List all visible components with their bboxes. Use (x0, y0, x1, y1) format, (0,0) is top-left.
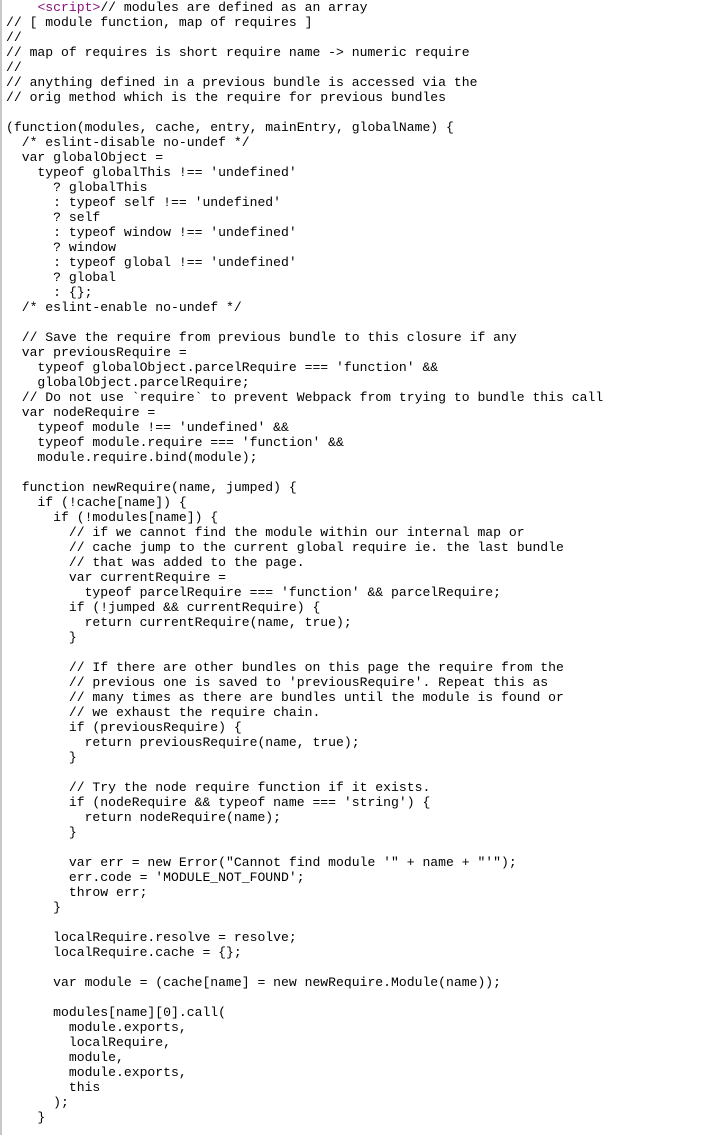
source-line: } (6, 750, 77, 765)
source-line: localRequire, (6, 1035, 172, 1050)
source-line: globalObject.parcelRequire; (6, 375, 250, 390)
source-line (6, 915, 603, 930)
source-line: typeof parcelRequire === 'function' && parcelRequire; (6, 585, 502, 600)
source-line: module, (6, 1050, 124, 1065)
source-line: var nodeRequire = (6, 405, 156, 420)
source-line: if (!jumped && currentRequire) { (6, 600, 321, 615)
source-line: var globalObject = (6, 150, 164, 165)
source-line: // that was added to the page. (6, 555, 305, 570)
source-line: // map of requires is short require name -> numeric require (6, 45, 470, 60)
source-line: typeof globalThis !== 'undefined' (6, 165, 297, 180)
source-line: // (6, 30, 22, 45)
source-line: var currentRequire = (6, 570, 227, 585)
source-line: // anything defined in a previous bundle is accessed via the (6, 75, 478, 90)
source-line (6, 465, 603, 480)
line-indent (6, 0, 37, 15)
source-line: throw err; (6, 885, 148, 900)
source-line: typeof globalObject.parcelRequire === 'function' && (6, 360, 439, 375)
source-line: } (6, 825, 77, 840)
source-line: ? window (6, 240, 117, 255)
source-line (6, 960, 603, 975)
source-line: ? globalThis (6, 180, 148, 195)
source-line: // orig method which is the require for previous bundles (6, 90, 447, 105)
source-line: // [ module function, map of requires ] (6, 15, 313, 30)
source-line: : typeof self !== 'undefined' (6, 195, 282, 210)
source-line: (function(modules, cache, entry, mainEntry, globalName) { (6, 120, 454, 135)
source-line: // cache jump to the current global require ie. the last bundle (6, 540, 564, 555)
source-line: ? global (6, 270, 117, 285)
source-line: if (!modules[name]) { (6, 510, 219, 525)
source-line: } (6, 630, 77, 645)
source-line: err.code = 'MODULE_NOT_FOUND'; (6, 870, 305, 885)
source-line: : typeof window !== 'undefined' (6, 225, 297, 240)
source-line: var err = new Error("Cannot find module '" + name + "'"); (6, 855, 517, 870)
source-line (6, 105, 603, 120)
source-line: ? self (6, 210, 101, 225)
source-line: /* eslint-disable no-undef */ (6, 135, 250, 150)
source-line: module.require.bind(module); (6, 450, 258, 465)
source-line: ); (6, 1095, 69, 1110)
source-line: modules[name][0].call( (6, 1005, 227, 1020)
source-line: return previousRequire(name, true); (6, 735, 360, 750)
source-line: return currentRequire(name, true); (6, 615, 352, 630)
source-line: typeof module.require === 'function' && (6, 435, 344, 450)
source-line: // (6, 60, 22, 75)
source-line: if (!cache[name]) { (6, 495, 187, 510)
source-line (6, 840, 603, 855)
source-line: // Save the require from previous bundle to this closure if any (6, 330, 517, 345)
source-line: } (6, 1110, 46, 1125)
source-line: var module = (cache[name] = new newRequire.Module(name)); (6, 975, 502, 990)
source-line: // Do not use `require` to prevent Webpack from trying to bundle this call (6, 390, 604, 405)
source-line: // previous one is saved to 'previousRequire'. Repeat this as (6, 675, 549, 690)
source-line (6, 645, 603, 660)
source-line: localRequire.cache = {}; (6, 945, 242, 960)
source-line: var previousRequire = (6, 345, 187, 360)
source-line: // many times as there are bundles until the module is found or (6, 690, 564, 705)
source-line: module.exports, (6, 1065, 187, 1080)
source-line: localRequire.resolve = resolve; (6, 930, 297, 945)
source-line: /* eslint-enable no-undef */ (6, 300, 242, 315)
script-open-tag: <script> (37, 0, 101, 15)
source-line: // if we cannot find the module within our internal map or (6, 525, 525, 540)
source-line (6, 765, 603, 780)
source-line: function newRequire(name, jumped) { (6, 480, 297, 495)
source-line: return nodeRequire(name); (6, 810, 282, 825)
source-line: module.exports, (6, 1020, 187, 1035)
source-line: // If there are other bundles on this page the require from the (6, 660, 564, 675)
view-source-gutter-line (0, 0, 2, 1135)
source-line: typeof module !== 'undefined' && (6, 420, 289, 435)
source-line: : typeof global !== 'undefined' (6, 255, 297, 270)
source-line (6, 315, 603, 330)
source-line: if (nodeRequire && typeof name === 'string') { (6, 795, 431, 810)
source-line-1 (6, 0, 603, 15)
source-line: // Try the node require function if it exists. (6, 780, 431, 795)
code-comment: // modules are defined as an array (100, 0, 368, 15)
source-code-view (6, 0, 603, 1125)
source-line: : {}; (6, 285, 93, 300)
source-line: // we exhaust the require chain. (6, 705, 321, 720)
source-line: if (previousRequire) { (6, 720, 242, 735)
source-line (6, 990, 603, 1005)
source-line: this (6, 1080, 101, 1095)
source-line: } (6, 900, 62, 915)
